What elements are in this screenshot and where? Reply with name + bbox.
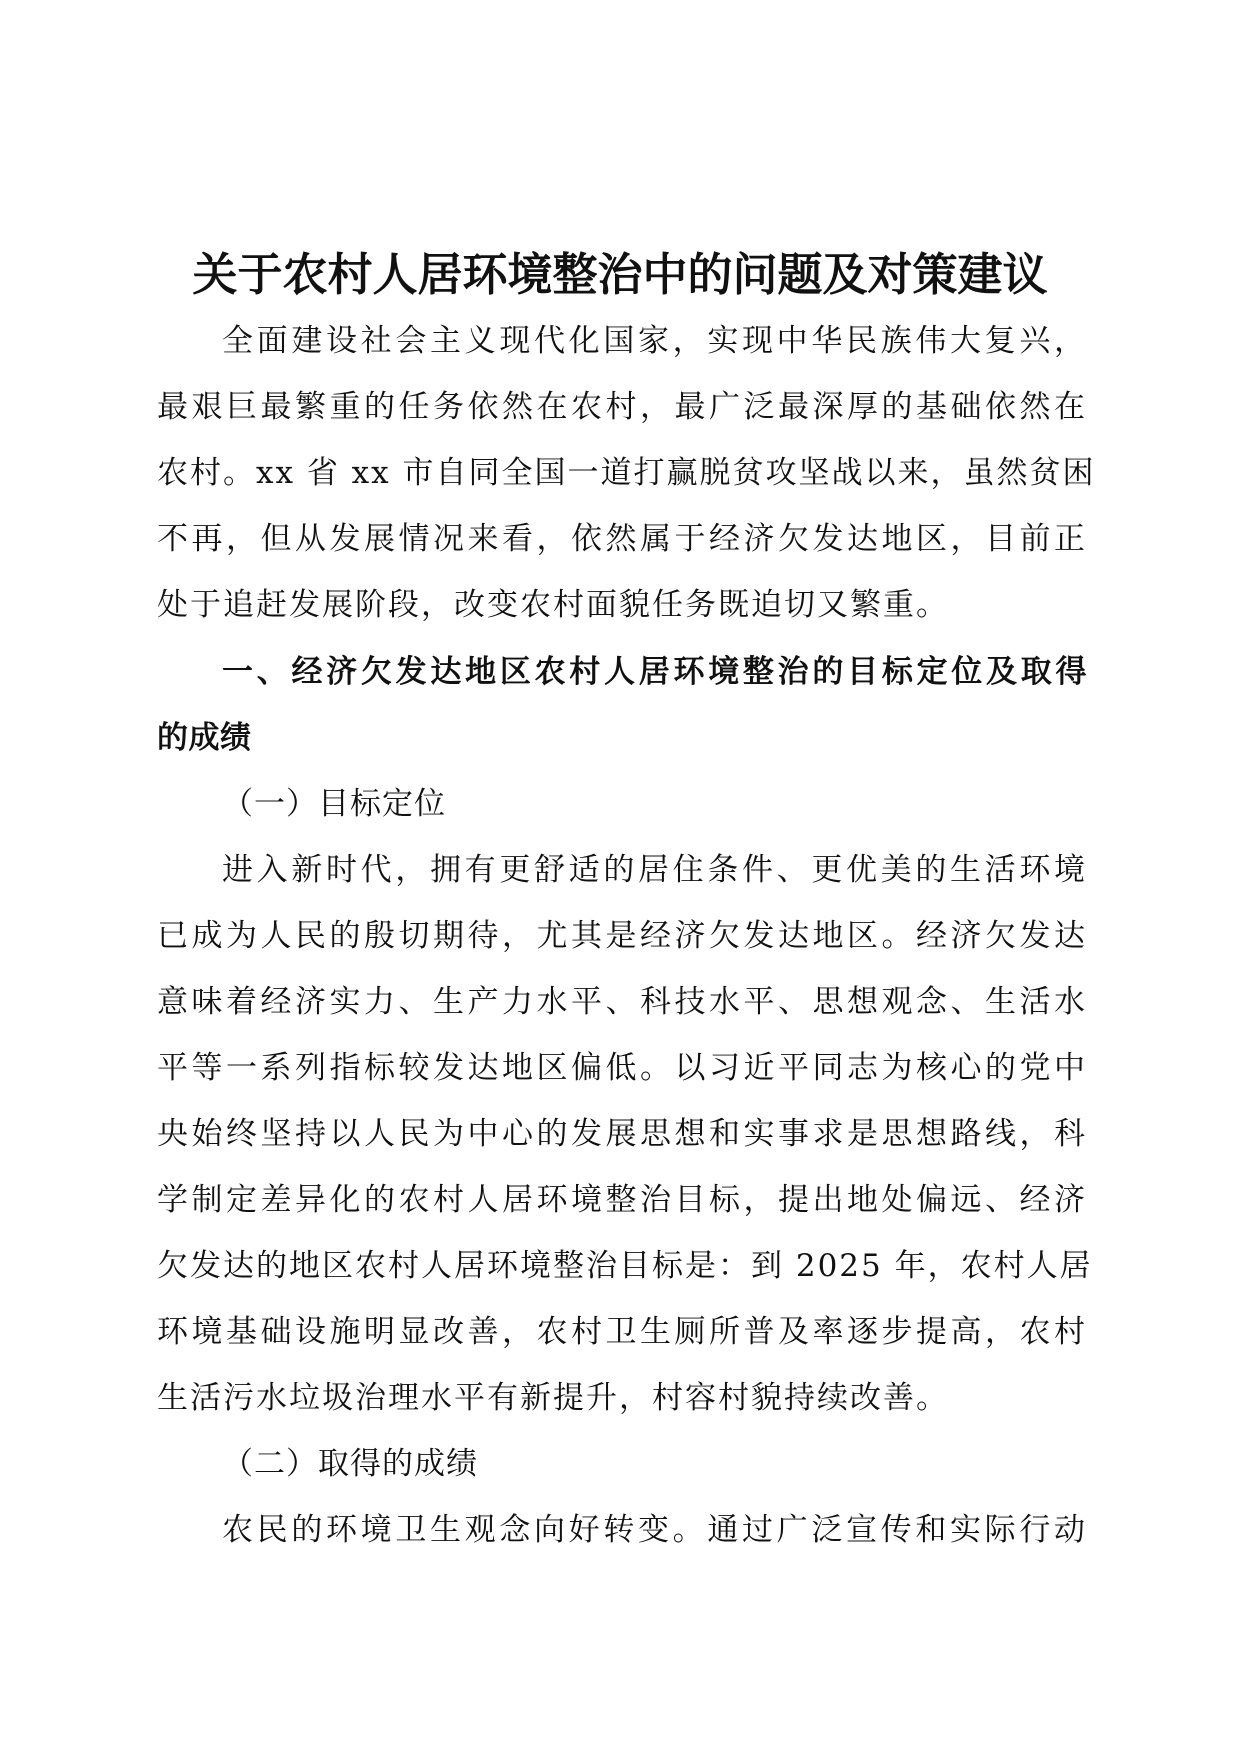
body-line: 学制定差异化的农村人居环境整治目标，提出地处偏远、经济 (157, 1182, 1087, 1218)
body-line: 农民的环境卫生观念向好转变。通过广泛宣传和实际行动 (222, 1512, 1087, 1548)
intro-line: 农村。xx 省 xx 市自同全国一道打赢脱贫攻坚战以来，虽然贫困 (157, 455, 1096, 491)
subsection-heading: （一）目标定位 (222, 786, 446, 822)
section-heading: 一、经济欠发达地区农村人居环境整治的目标定位及取得 (222, 654, 1087, 690)
body-line: 环境基础设施明显改善，农村卫生厕所普及率逐步提高，农村 (157, 1314, 1087, 1350)
body-line: 生活污水垃圾治理水平有新提升，村容村貌持续改善。 (157, 1380, 949, 1416)
intro-line: 不再，但从发展情况来看，依然属于经济欠发达地区，目前正 (157, 521, 1087, 557)
body-line: 已成为人民的殷切期待，尤其是经济欠发达地区。经济欠发达 (157, 918, 1087, 954)
body-line: 进入新时代，拥有更舒适的居住条件、更优美的生活环境 (222, 852, 1087, 888)
document-title: 关于农村人居环境整治中的问题及对策建议 (192, 248, 1048, 301)
body-line: 平等一系列指标较发达地区偏低。以习近平同志为核心的党中 (157, 1050, 1087, 1086)
intro-line: 处于追赶发展阶段，改变农村面貌任务既迫切又繁重。 (157, 587, 949, 623)
body-line: 意味着经济实力、生产力水平、科技水平、思想观念、生活水 (157, 984, 1087, 1020)
intro-line: 全面建设社会主义现代化国家，实现中华民族伟大复兴， (222, 323, 1087, 359)
section-heading: 的成绩 (157, 720, 252, 756)
subsection-heading: （二）取得的成绩 (222, 1446, 478, 1482)
body-line: 央始终坚持以人民为中心的发展思想和实事求是思想路线，科 (157, 1116, 1087, 1152)
body-line: 欠发达的地区农村人居环境整治目标是：到 2025 年，农村人居 (157, 1248, 1093, 1284)
intro-line: 最艰巨最繁重的任务依然在农村，最广泛最深厚的基础依然在 (157, 389, 1087, 425)
